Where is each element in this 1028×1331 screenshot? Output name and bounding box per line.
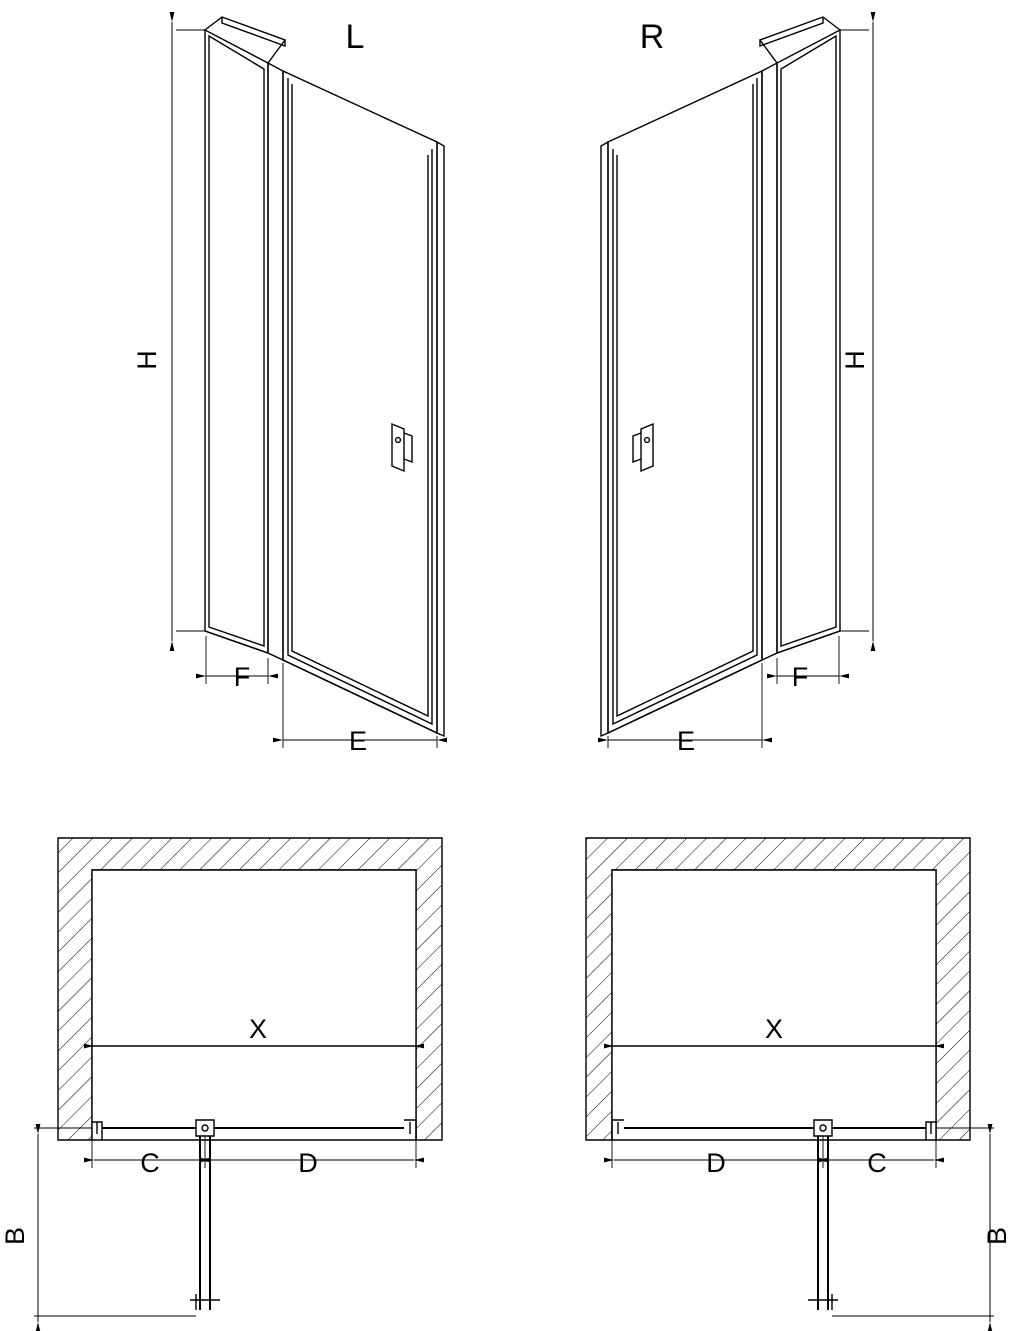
right-c-label: C [867,1148,887,1178]
right-door-handle [633,424,653,471]
left-b-label: B [0,1226,30,1246]
right-height-label: H [840,350,870,370]
left-height-label: H [132,350,162,370]
right-front-dimensions [608,636,839,748]
left-height-dimension [172,22,205,641]
right-d-label: D [706,1148,726,1178]
right-door-glass [608,71,762,733]
left-door-glass [283,71,437,733]
left-d-label: D [298,1148,318,1178]
right-b-label: B [982,1226,1012,1246]
left-center-profile [268,63,283,660]
left-door-handle [392,424,412,471]
left-isometric-view [172,17,444,748]
right-e-label: E [676,726,696,756]
left-variant-label: L [345,18,365,56]
right-center-profile [762,63,777,660]
right-f-label: F [791,662,809,692]
right-isometric-view [601,17,873,748]
right-x-label: X [764,1014,784,1044]
left-front-dimensions [206,636,437,748]
left-c-label: C [140,1148,160,1178]
left-x-label: X [248,1014,268,1044]
left-b-dimension [34,1128,196,1322]
right-variant-label: R [639,18,665,56]
right-b-dimension [832,1128,994,1322]
left-f-label: F [233,662,251,692]
left-side-panel [205,30,268,653]
left-plan-view [34,838,442,1322]
left-e-label: E [348,726,368,756]
right-plan-view [586,838,994,1322]
right-side-panel [777,30,840,653]
right-height-dimension [840,22,873,641]
right-dc-dimensions [612,1136,936,1168]
